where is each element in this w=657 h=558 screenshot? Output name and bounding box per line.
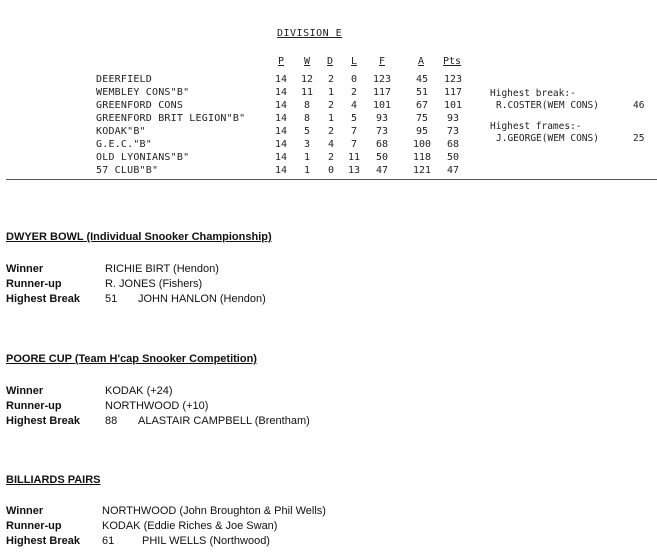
drawn-cell: 1 <box>327 87 335 98</box>
won-cell: 8 <box>303 100 311 111</box>
played-cell: 14 <box>274 152 288 163</box>
header-won: W <box>304 56 311 67</box>
dwyer-break-name: JOHN HANLON (Hendon) <box>138 293 266 305</box>
points-cell: 93 <box>446 113 460 124</box>
won-cell: 5 <box>303 126 311 137</box>
drawn-cell: 2 <box>327 152 335 163</box>
poore-break-value: 88 <box>105 415 118 427</box>
team-name: 57 CLUB"B" <box>96 165 159 176</box>
against-cell: 51 <box>415 87 429 98</box>
against-cell: 121 <box>412 165 432 176</box>
lost-cell: 11 <box>347 152 361 163</box>
lost-cell: 2 <box>350 87 358 98</box>
won-cell: 8 <box>303 113 311 124</box>
team-name: GREENFORD BRIT LEGION"B" <box>96 113 246 124</box>
team-name: G.E.C."B" <box>96 139 152 150</box>
header-lost: L <box>351 56 358 67</box>
highest-frames-label: Highest frames:- <box>490 121 582 132</box>
played-cell: 14 <box>274 74 288 85</box>
header-drawn: D <box>327 56 334 67</box>
dwyer-break-label: Highest Break <box>6 293 80 305</box>
billiards-winner-label: Winner <box>6 505 44 517</box>
team-name: GREENFORD CONS <box>96 100 184 111</box>
division-title: DIVISION E <box>277 28 343 39</box>
header-points: Pts <box>443 56 462 67</box>
dwyer-winner-label: Winner <box>6 263 44 275</box>
for-cell: 50 <box>375 152 389 163</box>
lost-cell: 0 <box>350 74 358 85</box>
played-cell: 14 <box>274 139 288 150</box>
against-cell: 100 <box>412 139 432 150</box>
billiards-break-value: 61 <box>102 535 115 547</box>
against-cell: 67 <box>415 100 429 111</box>
billiards-break-name: PHIL WELLS (Northwood) <box>142 535 270 547</box>
billiards-runner-label: Runner-up <box>6 520 62 532</box>
header-against: A <box>418 56 425 67</box>
billiards-winner: NORTHWOOD (John Broughton & Phil Wells) <box>102 505 326 517</box>
dwyer-bowl-title: DWYER BOWL (Individual Snooker Championship) <box>6 231 272 243</box>
against-cell: 118 <box>412 152 432 163</box>
drawn-cell: 2 <box>327 100 335 111</box>
highest-break-name: R.COSTER(WEM CONS) <box>496 100 599 111</box>
table-row <box>0 152 657 164</box>
dwyer-runner-label: Runner-up <box>6 278 62 290</box>
for-cell: 117 <box>372 87 392 98</box>
for-cell: 47 <box>375 165 389 176</box>
table-row <box>0 165 657 177</box>
billiards-break-label: Highest Break <box>6 535 80 547</box>
points-cell: 50 <box>446 152 460 163</box>
played-cell: 14 <box>274 87 288 98</box>
dwyer-winner: RICHIE BIRT (Hendon) <box>105 263 219 275</box>
team-name: WEMBLEY CONS"B" <box>96 87 190 98</box>
poore-runner-label: Runner-up <box>6 400 62 412</box>
poore-runner: NORTHWOOD (+10) <box>105 400 209 412</box>
drawn-cell: 2 <box>327 74 335 85</box>
for-cell: 93 <box>375 113 389 124</box>
poore-cup-title: POORE CUP (Team H'cap Snooker Competition) <box>6 353 257 365</box>
table-row <box>0 74 657 86</box>
poore-break-name: ALASTAIR CAMPBELL (Brentham) <box>138 415 310 427</box>
drawn-cell: 1 <box>327 113 335 124</box>
dwyer-runner: R. JONES (Fishers) <box>105 278 203 290</box>
played-cell: 14 <box>274 165 288 176</box>
won-cell: 1 <box>303 152 311 163</box>
dwyer-break-value: 51 <box>105 293 118 305</box>
for-cell: 123 <box>372 74 392 85</box>
drawn-cell: 0 <box>327 165 335 176</box>
drawn-cell: 2 <box>327 126 335 137</box>
lost-cell: 4 <box>350 100 358 111</box>
highest-frames-value: 25 <box>633 133 645 144</box>
points-cell: 101 <box>443 100 463 111</box>
points-cell: 117 <box>443 87 463 98</box>
team-name: OLD LYONIANS"B" <box>96 152 190 163</box>
points-cell: 47 <box>446 165 460 176</box>
won-cell: 1 <box>303 165 311 176</box>
for-cell: 101 <box>372 100 392 111</box>
lost-cell: 7 <box>350 139 358 150</box>
for-cell: 68 <box>375 139 389 150</box>
header-played: P <box>278 56 285 67</box>
lost-cell: 13 <box>347 165 361 176</box>
section-divider <box>6 179 657 180</box>
header-for: F <box>379 56 386 67</box>
team-name: DEERFIELD <box>96 74 152 85</box>
won-cell: 12 <box>300 74 314 85</box>
points-cell: 73 <box>446 126 460 137</box>
poore-winner: KODAK (+24) <box>105 385 173 397</box>
highest-frames-name: J.GEORGE(WEM CONS) <box>496 133 599 144</box>
drawn-cell: 4 <box>327 139 335 150</box>
won-cell: 3 <box>303 139 311 150</box>
highest-break-label: Highest break:- <box>490 88 576 99</box>
against-cell: 75 <box>415 113 429 124</box>
team-name: KODAK"B" <box>96 126 146 137</box>
lost-cell: 7 <box>350 126 358 137</box>
points-cell: 123 <box>443 74 463 85</box>
poore-winner-label: Winner <box>6 385 44 397</box>
billiards-runner: KODAK (Eddie Riches & Joe Swan) <box>102 520 278 532</box>
poore-break-label: Highest Break <box>6 415 80 427</box>
played-cell: 14 <box>274 100 288 111</box>
against-cell: 45 <box>415 74 429 85</box>
highest-break-value: 46 <box>633 100 645 111</box>
billiards-pairs-title: BILLIARDS PAIRS <box>6 474 101 486</box>
won-cell: 11 <box>300 87 314 98</box>
played-cell: 14 <box>274 113 288 124</box>
against-cell: 95 <box>415 126 429 137</box>
for-cell: 73 <box>375 126 389 137</box>
points-cell: 68 <box>446 139 460 150</box>
played-cell: 14 <box>274 126 288 137</box>
lost-cell: 5 <box>350 113 358 124</box>
